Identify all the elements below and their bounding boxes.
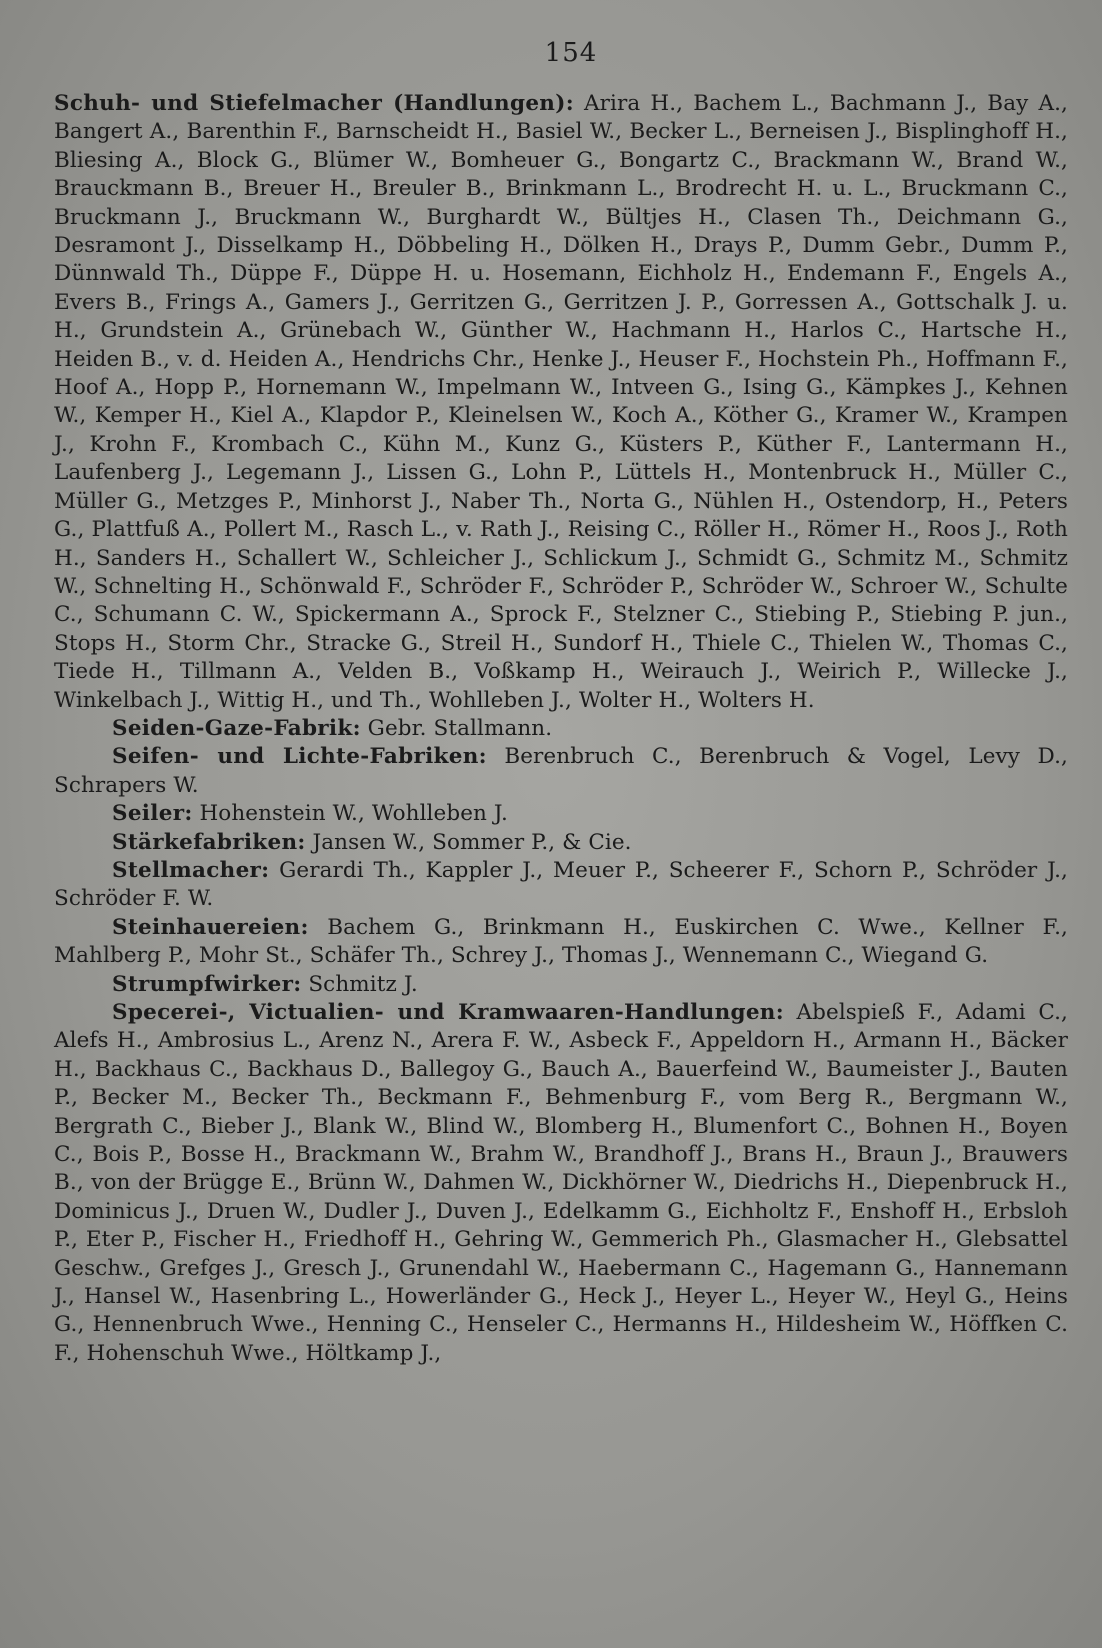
entry-seiden-gaze-fabrik (54, 715, 1068, 743)
entry-names: Abelspieß F., Adami C., Alefs H., Ambrosius L., Arenz N., Arera F. W., Asbeck F., Appeldorn H., Armann H., Bäcker H., Backhaus C., Backhaus D., Ballegoy G., Bauch A., Bauerfeind W., Baumeister J., Bauten P., Becker M., Becker Th., Beckmann F., Behmenburg F., vom Berg R., Bergmann W., Bergrath C., Bieber J., Blank W., Blind W., Blomberg H., Blumenfort C., Bohnen H., Boyen C., Bois P., Bosse H., Brackmann W., Brahm W., Brandhoff J., Brans H., Braun J., Brauwers B., von der Brügge E., Brünn W., Dahmen W., Dickhörner W., Diedrichs H., Diepenbruck H., Dominicus J., Druen W., Dudler J., Duven J., Edelkamm G., Eichholtz F., Enshoff H., Erbsloh P., Eter P., Fischer H., Friedhoff H., Gehring W., Gemmerich Ph., Glasmacher H., Glebsattel Geschw., Grefges J., Gresch J., Grunendahl W., Haebermann C., Hagemann G., Hannemann J., Hansel W., Hasenbring L., Howerländer G., Heck J., Heyer L., Heyer W., Heyl G., Heins G., Hennenbruch Wwe., Henning C., Henseler C., Hermanns H., Hildesheim W., Höffken C. F., Hohenschuh Wwe., Höltkamp J., (54, 1000, 1068, 1366)
entry-stellmacher (54, 857, 1068, 914)
entry-names: Hohenstein W., Wohlleben J. (199, 801, 508, 827)
entry-names: Bachem G., Brinkmann H., Euskirchen C. Wwe., Kellner F., Mahlberg P., Mohr St., Schäfer Th., Schrey J., Thomas J., Wennemann C., Wiegand G. (54, 914, 1068, 969)
entry-names: Berenbruch C., Berenbruch & Vogel, Levy D., Schrapers W. (54, 744, 1068, 798)
entry-heading: Steinhauereien: (112, 914, 309, 940)
entry-steinhauereien (54, 914, 1068, 971)
entry-heading: Seifen- und Lichte-Fabriken: (112, 744, 487, 770)
entry-names: Jansen W., Sommer P., & Cie. (312, 829, 632, 855)
entry-heading: Specerei-, Victualien- und Kramwaaren-Handlungen: (112, 1000, 784, 1025)
entry-heading: Seiden-Gaze-Fabrik: (112, 715, 361, 741)
entry-heading: Schuh- und Stiefelmacher (Handlungen): (54, 91, 574, 116)
entry-strumpfwirker (54, 971, 1068, 999)
entry-heading: Stellmacher: (112, 857, 270, 883)
entry-heading: Strumpfwirker: (112, 971, 302, 997)
entry-schuhmacher (54, 90, 1068, 715)
entry-heading: Stärkefabriken: (112, 829, 306, 855)
entry-heading: Seiler: (112, 801, 193, 827)
entry-names: Gebr. Stallmann. (367, 715, 553, 741)
entry-staerkefabriken (54, 829, 1068, 857)
entry-specerei-handlungen (54, 999, 1068, 1368)
page-number: 154 (544, 38, 598, 68)
entry-names: Schmitz J. (308, 971, 418, 997)
entry-names: Gerardi Th., Kappler J., Meuer P., Scheerer F., Schorn P., Schröder J., Schröder F. W. (54, 857, 1068, 912)
entry-seiler (54, 800, 1068, 828)
entry-names: Arira H., Bachem L., Bachmann J., Bay A., Bangert A., Barenthin F., Barnscheidt H., Basiel W., Becker L., Berneisen J., Bisplinghoff H., Bliesing A., Block G., Blümer W., Bomheuer G., Bongartz C., Brackmann W., Brand W., Brauckmann B., Breuer H., Breuler B., Brinkmann L., Brodrecht H. u. L., Bruckmann C., Bruckmann J., Bruckmann W., Burghardt W., Bültjes H., Clasen Th., Deichmann G., Desramont J., Disselkamp H., Döbbeling H., Dölken H., Drays P., Dumm Gebr., Dumm P., Dünnwald Th., Düppe F., Düppe H. u. Hosemann, Eichholz H., Endemann F., Engels A., Evers B., Frings A., Gamers J., Gerritzen G., Gerritzen J. P., Gorressen A., Gottschalk J. u. H., Grundstein A., Grünebach W., Günther W., Hachmann H., Harlos C., Hartsche H., Heiden B., v. d. Heiden A., Hendrichs Chr., Henke J., Heuser F., Hochstein Ph., Hoffmann F., Hoof A., Hopp P., Hornemann W., Impelmann W., Intveen G., Ising G., Kämpkes J., Kehnen W., Kemper H., Kiel A., Klapdor P., Kleinelsen W., Koch A., Köther G., Kramer W., Krampen J., Krohn F., Krombach C., Kühn M., Kunz G., Küsters P., Küther F., Lantermann H., Laufenberg J., Legemann J., Lissen G., Lohn P., Lüttels H., Montenbruck H., Müller C., Müller G., Metzges P., Minhorst J., Naber Th., Norta G., Nühlen H., Ostendorp, H., Peters G., Plattfuß A., Pollert M., Rasch L., v. Rath J., Reising C., Röller H., Römer H., Roos J., Roth H., Sanders H., Schallert W., Schleicher J., Schlickum J., Schmidt G., Schmitz M., Schmitz W., Schnelting H., Schönwald F., Schröder F., Schröder P., Schröder W., Schroer W., Schulte C., Schumann C. W., Spickermann A., Sprock F., Stelzner C., Stiebing P., Stiebing P. jun., Stops H., Storm Chr., Stracke G., Streil H., Sundorf H., Thiele C., Thielen W., Thomas C., Tiede H., Tillmann A., Velden B., Voßkamp H., Weirauch J., Weirich P., Willecke J., Winkelbach J., Wittig H., und Th., Wohlleben J., Wolter H., Wolters H. (54, 91, 1068, 713)
entry-seifen-fabriken (54, 743, 1068, 800)
